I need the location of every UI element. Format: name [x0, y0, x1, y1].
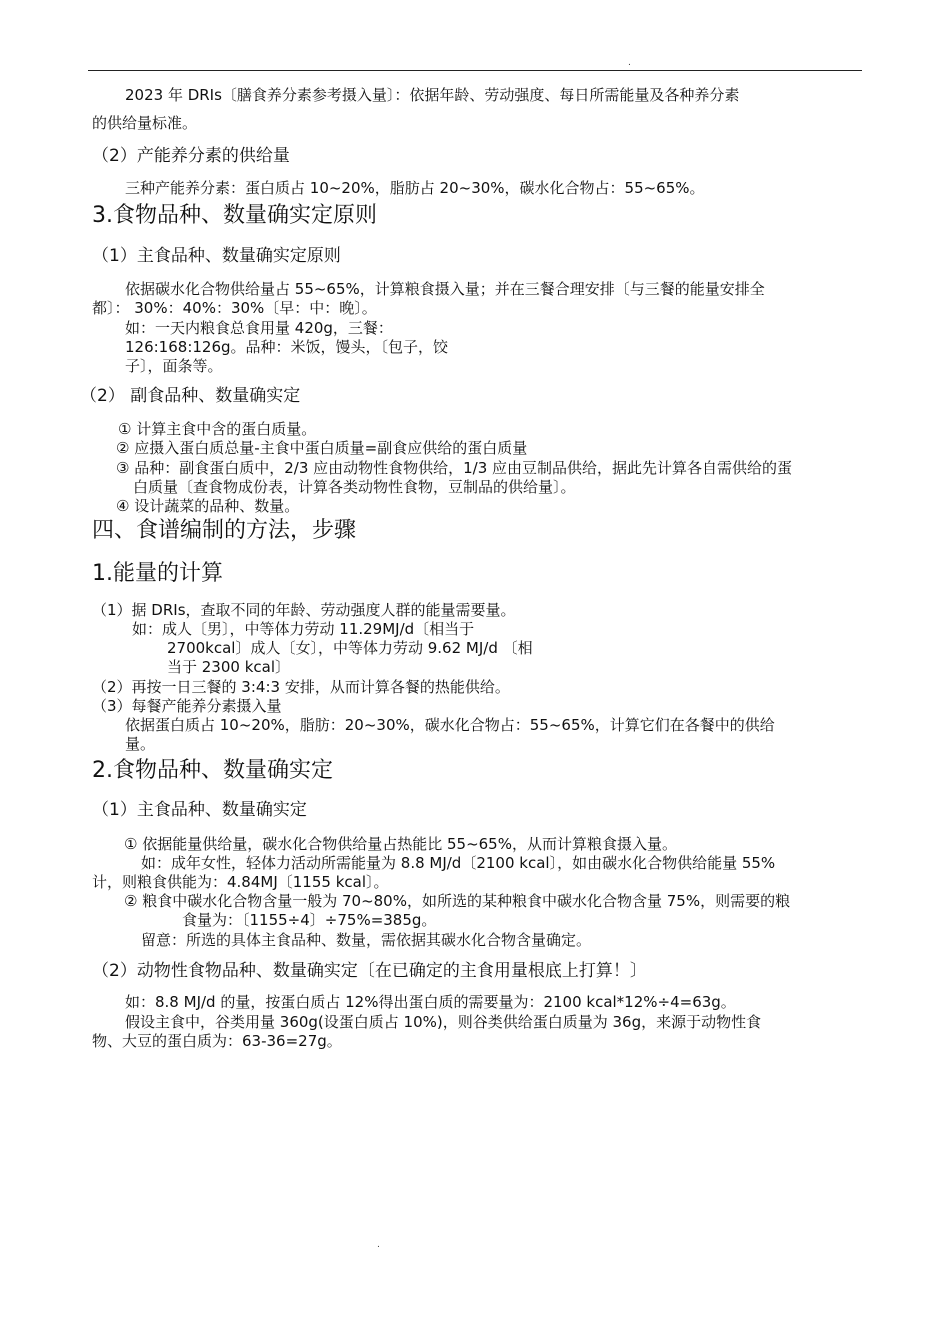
- header-mark: .: [628, 58, 631, 68]
- list-item: ① 计算主食中含的蛋白质量。: [118, 420, 317, 438]
- paragraph-line: （1）据 DRIs，查取不同的年龄、劳动强度人群的能量需要量。: [92, 601, 516, 619]
- paragraph-line: 依据蛋白质占 10~20%，脂肪：20~30%，碳水化合物占：55~65%，计算它们在各餐中的供给: [125, 716, 775, 734]
- list-item: ② 粮食中碳水化合物含量一般为 70~80%，如所选的某种粮食中碳水化合物含量 75%，则需要的粮: [124, 892, 791, 910]
- paragraph-line: 都〕： 30%：40%：30%〔早：中：晚〕。: [92, 299, 377, 317]
- paragraph-line: 2700kcal〕成人〔女〕，中等体力劳动 9.62 MJ/d 〔相: [167, 639, 533, 657]
- list-item: ② 应摄入蛋白质总量-主食中蛋白质量=副食应供给的蛋白质量: [116, 439, 528, 457]
- paragraph-line: 126:168:126g。品种：米饭，馒头，〔包子，饺: [125, 338, 449, 356]
- paragraph-line: （3）每餐产能养分素摄入量: [92, 697, 282, 715]
- paragraph-line: 当于 2300 kcal〕: [167, 658, 291, 676]
- subsection-heading: （2） 副食品种、数量确实定: [80, 386, 301, 406]
- paragraph-line: 计，则粮食供能为：4.84MJ〔1155 kcal〕。: [92, 873, 389, 891]
- list-item-continuation: 食量为：〔1155÷4〕÷75%=385g。: [182, 911, 437, 929]
- subsection-heading: （1）主食品种、数量确实定: [92, 800, 307, 820]
- paragraph-line: 的供给量标准。: [92, 114, 198, 132]
- paragraph-line: 如：成人〔男〕，中等体力劳动 11.29MJ/d〔相当于: [132, 620, 475, 638]
- paragraph-line: 如：成年女性，轻体力活动所需能量为 8.8 MJ/d〔2100 kcal〕，如由碳水化合物供给能量 55%: [141, 854, 776, 872]
- paragraph-line: 2023 年 DRIs〔膳食养分素参考摄入量〕：依据年龄、劳动强度、每日所需能量及各种养分素: [125, 86, 740, 104]
- paragraph-line: 依据碳水化合物供给量占 55~65%，计算粮食摄入量；并在三餐合理安排〔与三餐的能量安排全: [125, 280, 765, 298]
- subsection-heading: （1）主食品种、数量确实定原则: [92, 246, 341, 266]
- paragraph-line: 物、大豆的蛋白质为：63-36=27g。: [92, 1032, 342, 1050]
- section-heading: 1.能量的计算: [92, 561, 223, 586]
- list-item: ③ 品种：副食蛋白质中，2/3 应由动物性食物供给，1/3 应由豆制品供给，据此先计算各自需供给的蛋: [116, 459, 793, 477]
- subsection-heading: （2）产能养分素的供给量: [92, 146, 290, 166]
- list-item: ④ 设计蔬菜的品种、数量。: [116, 497, 300, 515]
- paragraph-line: 如：8.8 MJ/d 的量，按蛋白质占 12%得出蛋白质的需要量为：2100 kcal*12%÷4=63g。: [125, 993, 736, 1011]
- note-line: 留意：所选的具体主食品种、数量，需依据其碳水化合物含量确定。: [141, 931, 592, 949]
- subsection-heading: （2）动物性食物品种、数量确实定〔在已确定的主食用量根底上打算！〕: [92, 961, 647, 981]
- paragraph-line: 三种产能养分素：蛋白质占 10~20%，脂肪占 20~30%，碳水化合物占：55~65%。: [125, 179, 705, 197]
- paragraph-line: 假设主食中，谷类用量 360g(设蛋白质占 10%)，则谷类供给蛋白质量为 36g，来源于动物性食: [125, 1013, 762, 1031]
- footer-mark: .: [377, 1240, 380, 1250]
- header-rule: [88, 70, 862, 71]
- section-heading: 3.食物品种、数量确实定原则: [92, 203, 377, 228]
- list-item: ① 依据能量供给量，碳水化合物供给量占热能比 55~65%，从而计算粮食摄入量。: [124, 835, 677, 853]
- paragraph-line: 量。: [125, 735, 156, 753]
- paragraph-line: 如：一天内粮食总食用量 420g，三餐：: [125, 319, 393, 337]
- section-heading: 2.食物品种、数量确实定: [92, 758, 333, 783]
- chapter-heading: 四、食谱编制的方法，步骤: [92, 518, 357, 543]
- paragraph-line: （2）再按一日三餐的 3:4:3 安排，从而计算各餐的热能供给。: [92, 678, 510, 696]
- list-item-continuation: 白质量〔查食物成份表，计算各类动物性食物，豆制品的供给量〕。: [133, 478, 576, 496]
- paragraph-line: 子〕，面条等。: [125, 357, 223, 375]
